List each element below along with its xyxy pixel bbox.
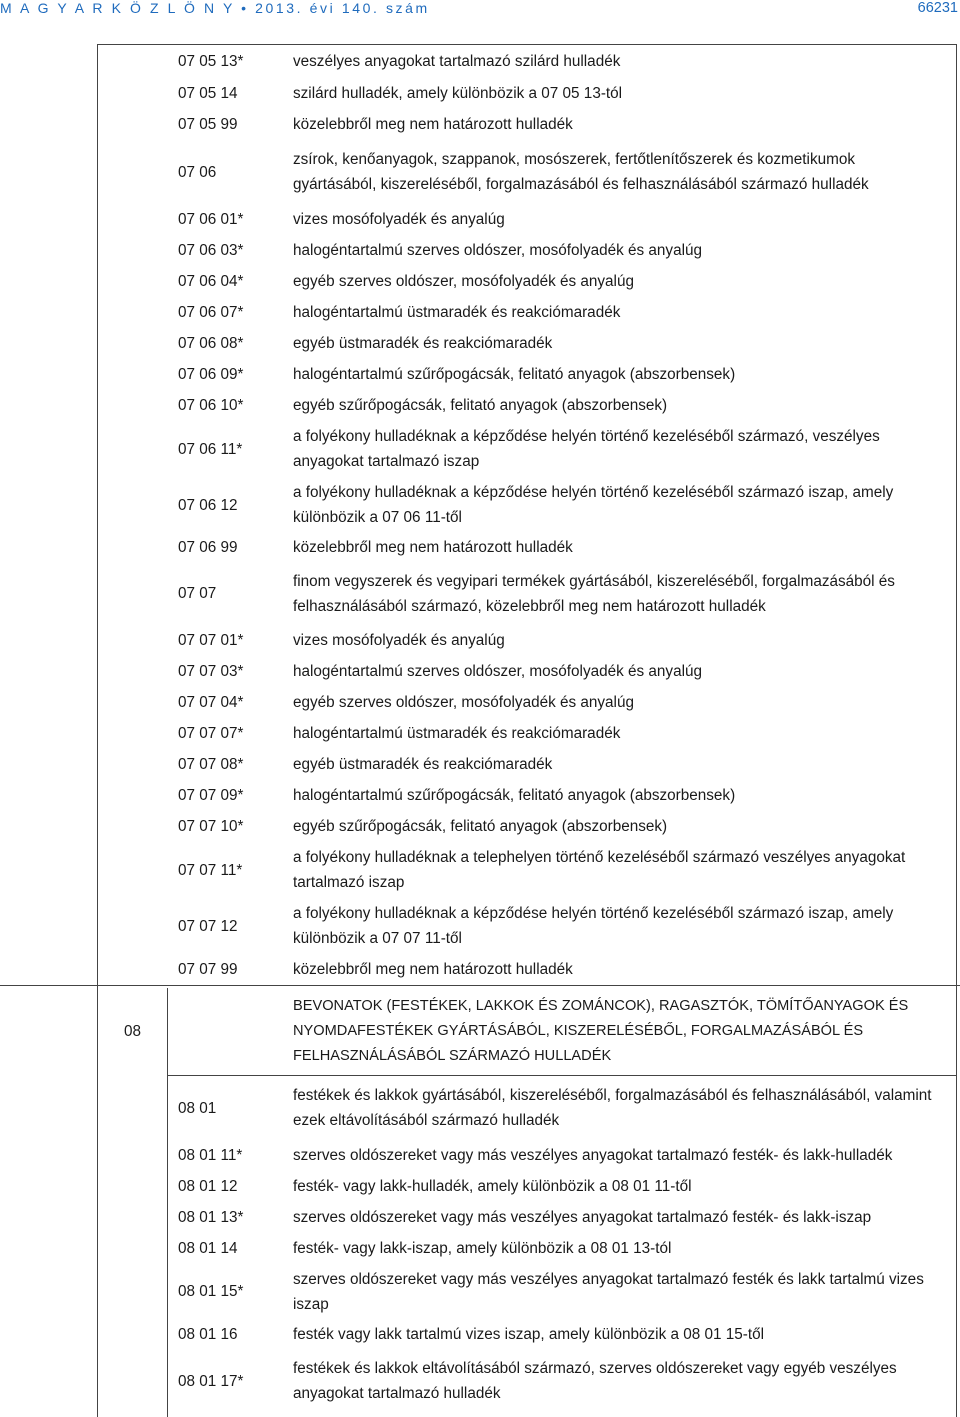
table-row [0, 109, 960, 140]
table-row [0, 1233, 960, 1264]
table-row [0, 718, 960, 749]
waste-description: egyéb szerves oldószer, mosófolyadék és anyalúg [293, 273, 634, 290]
table-row [0, 780, 960, 811]
table-row [0, 266, 960, 297]
waste-code: 08 01 13* [178, 1209, 244, 1226]
waste-code: 08 01 12 [178, 1178, 238, 1195]
waste-code: 08 01 11* [178, 1147, 243, 1164]
waste-code: 07 07 11* [178, 861, 243, 879]
waste-code: 08 01 14 [178, 1240, 238, 1257]
table-row [0, 811, 960, 842]
waste-description: egyéb üstmaradék és reakciómaradék [293, 756, 553, 773]
waste-code: 07 07 07* [178, 725, 244, 742]
waste-code: 07 05 13* [178, 52, 244, 70]
table-row [0, 45, 960, 77]
table-row [0, 898, 960, 954]
waste-description: festék- vagy lakk-iszap, amely különbözik a 08 01 13-tól [293, 1240, 672, 1257]
table-row [0, 986, 960, 1076]
table-row [0, 1140, 960, 1171]
table-row [0, 656, 960, 687]
waste-description: halogéntartalmú szűrőpogácsák, felitató anyagok (abszorbensek) [293, 787, 736, 804]
table-row [0, 1202, 960, 1233]
waste-description: egyéb szűrőpogácsák, felitató anyagok (abszorbensek) [293, 397, 668, 414]
table-row [0, 562, 960, 625]
waste-code: 07 07 10* [178, 818, 244, 835]
table-row [0, 477, 960, 533]
table-row [0, 954, 960, 986]
waste-code: 07 05 14 [178, 84, 238, 102]
waste-description: szerves oldószereket vagy más veszélyes anyagokat tartalmazó festék- és lakk-hulladék [293, 1147, 893, 1164]
table-row [0, 1264, 960, 1319]
waste-code: 07 06 10* [178, 397, 244, 414]
waste-code: 07 06 11* [178, 440, 243, 458]
waste-code: 07 06 04* [178, 273, 244, 290]
table-row [0, 204, 960, 235]
waste-code: 07 06 [178, 163, 217, 181]
page-number: 66231 [917, 0, 958, 16]
waste-description: halogéntartalmú szerves oldószer, mosófolyadék és anyalúg [293, 242, 702, 259]
table-row [0, 297, 960, 328]
waste-code: 08 01 17* [178, 1372, 244, 1390]
waste-description: vizes mosófolyadék és anyalúg [293, 211, 505, 228]
waste-code: 07 06 03* [178, 242, 244, 259]
waste-code: 07 06 12 [178, 496, 238, 514]
waste-description: zsírok, kenőanyagok, szappanok, mosószerek, fertőtlenítőszerek és kozmetikumok gyártásából, kiszereléséből, forgalmazásából és felhasználásából származó hulladék [293, 151, 869, 193]
table-row [0, 390, 960, 421]
waste-code: 07 07 08* [178, 756, 244, 773]
waste-code: 08 01 15* [178, 1283, 244, 1300]
table-row [0, 687, 960, 718]
waste-description: festékek és lakkok gyártásából, kiszereléséből, forgalmazásából és felhasználásából, valamint ezek eltávolításából származó hulladék [293, 1087, 932, 1129]
waste-description: közelebbről meg nem határozott hulladék [293, 116, 573, 133]
waste-description: finom vegyszerek és vegyipari termékek gyártásából, kiszereléséből, forgalmazásából és felhasználásából származó, közelebbről meg nem határozott hulladék [293, 572, 895, 615]
waste-description: vizes mosófolyadék és anyalúg [293, 632, 505, 649]
waste-description: a folyékony hulladéknak a képződése helyén történő kezeléséből származó iszap, amely különbözik a 07 06 11-től [293, 484, 894, 526]
page-header [0, 0, 960, 20]
waste-code: 07 07 03* [178, 663, 244, 680]
waste-code: 08 01 [178, 1099, 217, 1117]
waste-description: szilárd hulladék, amely különbözik a 07 05 13-tól [293, 84, 623, 102]
waste-description: halogéntartalmú szerves oldószer, mosófolyadék és anyalúg [293, 663, 702, 680]
table-row [0, 77, 960, 109]
waste-code: 07 06 99 [178, 539, 238, 556]
waste-description: a folyékony hulladéknak a képződése helyén történő kezeléséből származó, veszélyes anyagokat tartalmazó iszap [293, 428, 880, 470]
table-row [0, 749, 960, 780]
waste-description: BEVONATOK (FESTÉKEK, LAKKOK ÉS ZOMÁNCOK), RAGASZTÓK, TÖMÍTŐANYAGOK ÉS NYOMDAFESTÉKEK GYÁRTÁSÁBÓL, KISZERELÉSÉBŐL, FORGALMAZÁSÁBÓL ÉS FELHASZNÁLÁSÁBÓL SZÁRMAZÓ HULLADÉK [293, 997, 909, 1064]
waste-description: szerves oldószereket vagy más veszélyes anyagokat tartalmazó festék- és lakk-iszap [293, 1209, 872, 1226]
waste-description: festékek és lakkok eltávolításából származó, szerves oldószereket vagy egyéb veszélyes anyagokat tartalmazó hulladék [293, 1360, 897, 1402]
table-row [0, 1171, 960, 1202]
waste-code: 07 06 01* [178, 211, 244, 228]
waste-code: 07 06 07* [178, 304, 244, 321]
waste-code: 07 07 [178, 585, 217, 602]
waste-code: 08 01 16 [178, 1326, 238, 1343]
waste-description: halogéntartalmú üstmaradék és reakciómaradék [293, 304, 621, 321]
waste-code: 07 07 99 [178, 961, 238, 978]
waste-code: 07 07 04* [178, 694, 244, 711]
waste-description: a folyékony hulladéknak a telephelyen történő kezeléséből származó veszélyes anyagokat tartalmazó iszap [293, 849, 906, 891]
waste-code: 07 07 01* [178, 632, 244, 649]
table-row [0, 421, 960, 477]
table-row [0, 533, 960, 562]
waste-code: 07 07 12 [178, 917, 238, 935]
waste-description: halogéntartalmú szűrőpogácsák, felitató anyagok (abszorbensek) [293, 366, 736, 383]
waste-code: 08 [124, 1022, 142, 1040]
waste-description: szerves oldószereket vagy más veszélyes anyagokat tartalmazó festék és lakk tartalmú vizes iszap [293, 1270, 924, 1313]
table-row [0, 1076, 960, 1140]
table-row [0, 235, 960, 266]
waste-description: közelebbről meg nem határozott hulladék [293, 539, 573, 556]
waste-description: egyéb szerves oldószer, mosófolyadék és anyalúg [293, 694, 634, 711]
waste-description: egyéb üstmaradék és reakciómaradék [293, 335, 553, 352]
waste-description: festék vagy lakk tartalmú vizes iszap, amely különbözik a 08 01 15-től [293, 1326, 765, 1343]
waste-description: közelebbről meg nem határozott hulladék [293, 961, 573, 978]
table-body [0, 45, 960, 1412]
table-row [0, 625, 960, 656]
waste-description: veszélyes anyagokat tartalmazó szilárd hulladék [293, 52, 621, 70]
waste-description: a folyékony hulladéknak a képződése helyén történő kezeléséből származó iszap, amely különbözik a 07 07 11-től [293, 905, 894, 947]
waste-description: halogéntartalmú üstmaradék és reakciómaradék [293, 725, 621, 742]
publication-title: M A G Y A R K Ö Z L Ö N Y • 2013. évi 140. szám [0, 0, 430, 16]
table-row [0, 1319, 960, 1350]
table-row [0, 140, 960, 204]
waste-code: 07 05 99 [178, 116, 238, 133]
waste-code: 07 07 09* [178, 787, 244, 804]
waste-code: 07 06 08* [178, 335, 244, 352]
waste-code: 07 06 09* [178, 366, 244, 383]
table-row [0, 1350, 960, 1412]
table-row [0, 359, 960, 390]
waste-description: egyéb szűrőpogácsák, felitató anyagok (abszorbensek) [293, 818, 668, 835]
waste-description: festék- vagy lakk-hulladék, amely különbözik a 08 01 11-től [293, 1178, 692, 1195]
table-row [0, 842, 960, 898]
table-row [0, 328, 960, 359]
